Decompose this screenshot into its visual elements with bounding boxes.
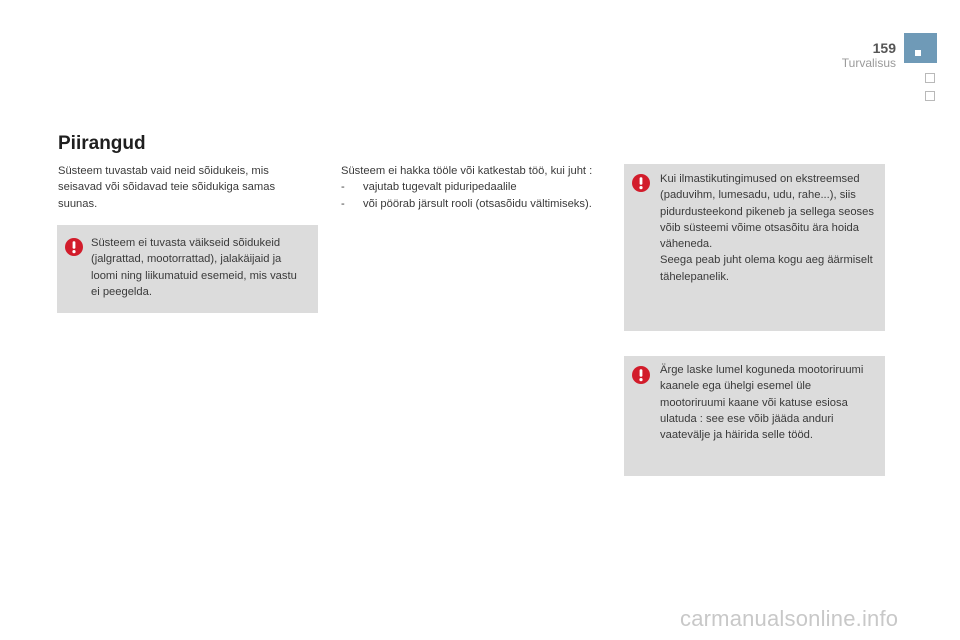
- warning-text: Ärge laske lumel koguneda mootoriruumi kaanele ega ühelgi esemel üle mootoriruumi kaane või katuse esiosa ulatuda : see ese võib jääda anduri vaatevälje ja häirida selle tööd.: [660, 364, 864, 442]
- warning-text: [660, 171, 874, 285]
- section-label: Turvalisus: [841, 56, 896, 70]
- chapter-square-icon: [925, 73, 935, 83]
- list-item: [341, 179, 603, 195]
- warning-icon: [65, 238, 83, 256]
- warning-icon: [632, 366, 650, 384]
- page-number: 159: [872, 40, 896, 56]
- chapter-square-icon: [925, 91, 935, 101]
- warning-text-line: Kui ilmastikutingimused on ekstreemsed (paduvihm, lumesadu, udu, rahe...), siis pidurdusteekond pikeneb ja sellega seoses võib süsteemi võime otsasõitu ära hoida väheneda.: [660, 173, 874, 251]
- intro-paragraph: Süsteem tuvastab vaid neid sõidukeis, mis seisavad või sõidavad teie sõidukiga samas suunas.: [58, 165, 276, 210]
- list-item: [341, 196, 603, 212]
- warning-text-line: Seega peab juht olema kogu aeg äärmiselt tähelepanelik.: [660, 254, 873, 283]
- list-item-text: või pöörab järsult rooli (otsasõidu vältimiseks).: [363, 197, 592, 210]
- list-item-text: vajutab tugevalt piduripedaalile: [363, 181, 517, 194]
- watermark: carmanualsonline.info: [680, 606, 899, 631]
- list-dash: -: [341, 197, 345, 210]
- chapter-tab-marker-icon: [915, 50, 921, 56]
- warning-box-left: [57, 225, 318, 313]
- warning-box-weather: [624, 164, 885, 331]
- page-title: Piirangud: [58, 133, 146, 154]
- list-dash: -: [341, 181, 345, 194]
- warning-icon: [632, 174, 650, 192]
- conditions-block: [341, 163, 603, 212]
- conditions-intro: Süsteem ei hakka tööle või katkestab töö, kui juht :: [341, 165, 593, 177]
- warning-text: Süsteem ei tuvasta väikseid sõidukeid (jalgrattad, mootorrattad), jalakäijaid ja loomi ning liikumatuid esemeid, mis vastu ei peegelda.: [91, 237, 297, 298]
- chapter-tab: [904, 33, 937, 63]
- warning-box-snow: [624, 356, 885, 476]
